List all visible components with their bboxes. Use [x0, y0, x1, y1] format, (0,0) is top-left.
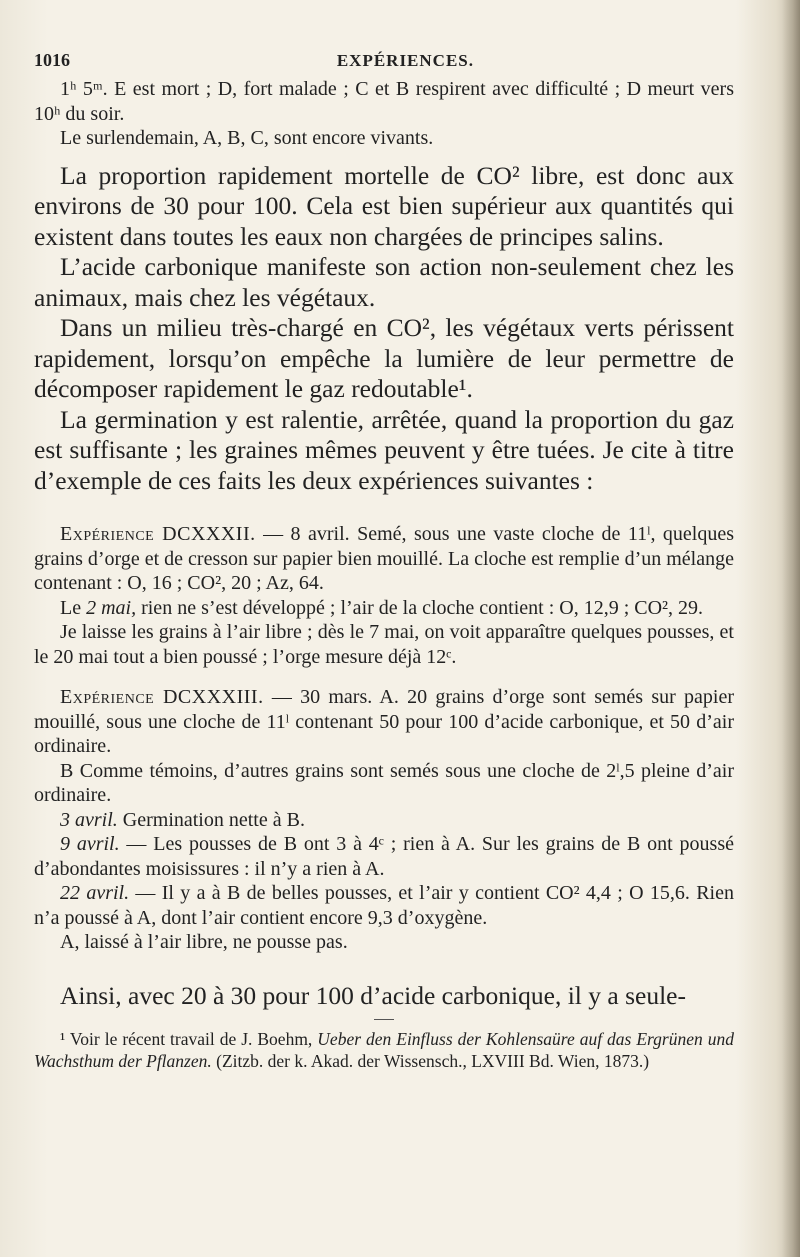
experiment-632-text: — 8 avril. Semé, sous une vaste cloche de 11ˡ, quelques grains d’orge et de cresson sur papier bien mouillé. La cloche est remplie d’un mélange contenant : O, 16 ; CO², 20 ; Az, 64.	[34, 523, 734, 594]
paragraph-10-date: 3 avril.	[60, 808, 118, 831]
footnote	[34, 1028, 734, 1072]
paragraph-5: Dans un milieu très-chargé en CO², les végétaux verts périssent rapidement, lorsqu’on empêche la lumière de leur permettre de décomposer rapidement le gaz redoutable¹.	[34, 313, 734, 403]
footnote-rule	[374, 1019, 394, 1020]
paragraph-9: B Comme témoins, d’autres grains sont semés sous une cloche de 2ˡ,5 pleine d’air ordinaire.	[34, 759, 734, 806]
footnote-marker: ¹	[60, 1029, 66, 1049]
paragraph-14: Ainsi, avec 20 à 30 pour 100 d’acide carbonique, il y a seule-	[60, 980, 686, 1010]
footnote-text-a: Voir le récent travail de J. Boehm,	[65, 1029, 318, 1049]
paragraph-10-text: Germination nette à B.	[117, 808, 305, 831]
paragraph-2: Le surlendemain, A, B, C, sont encore vivants.	[60, 127, 434, 149]
paragraph-12-text: — Il y a à B de belles pousses, et l’air y contient CO² 4,4 ; O 15,6. Rien n’a poussé à A, dont l’air contient encore 9,3 d’oxygène.	[34, 882, 734, 929]
paragraph-3: La proportion rapidement mortelle de CO² libre, est donc aux environs de 30 pour 100. Cela est bien supérieur aux quantités qui existent dans toutes les eaux non chargées de principes salins.	[34, 160, 734, 251]
paragraph-7-text: rien ne s’est développé ; l’air de la cloche contient : O, 12,9 ; CO², 29.	[136, 596, 704, 619]
page-content	[34, 50, 734, 1072]
running-title: EXPÉRIENCES.	[336, 51, 474, 70]
paragraph-10	[34, 808, 734, 833]
paragraph-1: 1ʰ 5ᵐ. E est mort ; D, fort malade ; C et B respirent avec difficulté ; D meurt vers 10ʰ du soir.	[34, 78, 734, 125]
paragraph-6: La germination y est ralentie, arrêtée, quand la proportion du gaz est suffisante ; les graines mêmes peuvent y être tuées. Je cite à titre d’exemple de ces faits les deux expériences suivantes :	[34, 404, 734, 495]
experiment-633	[34, 685, 734, 759]
experiment-632-label: Expérience DCXXXII.	[60, 523, 256, 545]
page-header	[34, 50, 734, 71]
paragraph-12-date: 22 avril.	[60, 882, 130, 904]
page-edge-shadow	[782, 0, 800, 1257]
paragraph-7	[34, 596, 734, 621]
paragraph-7-date: 2 mai,	[86, 596, 137, 619]
paragraph-12	[34, 881, 734, 930]
paragraph-13: A, laissé à l’air libre, ne pousse pas.	[60, 931, 348, 953]
paragraph-8: Je laisse les grains à l’air libre ; dès le 7 mai, on voit apparaître quelques pousses, et le 20 mai tout a bien poussé ; l’orge mesure déjà 12ᶜ.	[34, 621, 734, 668]
experiment-632	[34, 522, 734, 596]
paragraph-4: L’acide carbonique manifeste son action non-seulement chez les animaux, mais chez les végétaux.	[34, 252, 734, 312]
paragraph-11-date: 9 avril.	[60, 833, 120, 855]
paragraph-11-text: — Les pousses de B ont 3 à 4ᶜ ; rien à A. Sur les grains de B ont poussé d’abondantes moisissures : il n’y a rien à A.	[34, 833, 734, 880]
footnote-text-b: (Zitzb. der k. Akad. der Wissensch., LXVIII Bd. Wien, 1873.)	[211, 1051, 650, 1071]
paragraph-11	[34, 832, 734, 881]
experiment-633-text: — 30 mars. A. 20 grains d’orge sont semés sur papier mouillé, sous une cloche de 11ˡ contenant 50 pour 100 d’acide carbonique, et 50 d’air ordinaire.	[34, 686, 735, 757]
experiment-633-label: Expérience DCXXXIII.	[60, 686, 264, 708]
page-number: 1016	[34, 50, 70, 70]
paragraph-7-lead: Le	[60, 596, 87, 619]
footnote-title: Ueber den Einfluss der Kohlensaüre auf das Ergrünen und Wachsthum der Pflanzen.	[34, 1029, 734, 1071]
